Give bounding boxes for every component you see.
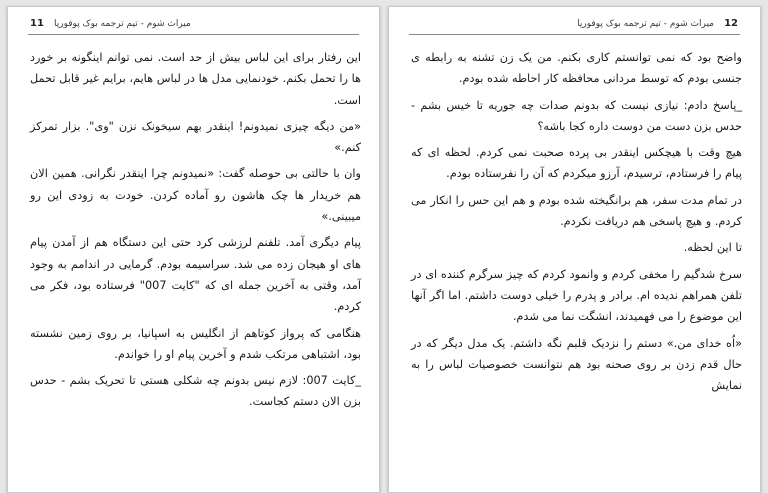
header-divider bbox=[409, 34, 740, 35]
header-divider bbox=[28, 34, 359, 35]
page-header bbox=[409, 18, 740, 34]
page-number: 12 bbox=[724, 18, 738, 29]
left-page bbox=[7, 6, 380, 493]
paragraph: هیچ وقت با هیچکس اینقدر بی پرده صحبت نمی کردم. لحظه ای که پیام را فرستادم، ترسیدم، آرزو میکردم که آن را نفرستاده بودم. bbox=[411, 146, 742, 181]
page-body bbox=[30, 47, 361, 413]
page-number: 11 bbox=[30, 18, 44, 29]
paragraph: تا این لحظه. bbox=[683, 241, 742, 255]
paragraph: «من دیگه چیزی نمیدونم! اینقدر بهم سیخونک نزن "وی". بزار تمرکز کنم.» bbox=[30, 119, 361, 155]
paragraph: این رفتار برای این لباس بیش از حد است. نمی توانم اینگونه بر خورد ها را تحمل بکنم. خودنمایی مدل ها در لباس هایم، برایم غیر قابل تحمل است. bbox=[30, 51, 361, 107]
paragraph: سرخ شدگیم را مخفی کردم و وانمود کردم که چیز سرگرم کننده ای در تلفن همراهم ندیده ام. برادر و پدرم را خیلی دوست داشتم. اما اگر آنها این موضوع را می فهمیدند، انشگت نما می شدم. bbox=[411, 267, 742, 324]
right-page bbox=[388, 6, 761, 493]
paragraph: «اُه خدای من.» دستم را نزدیک قلبم نگه داشتم. یک مدل دیگر که در حال قدم زدن بر روی صحنه بود هم نتوانست خصوصیات لباس را به نمایش bbox=[411, 336, 742, 393]
paragraph: وان با حالتی بی حوصله گفت: «نمیدونم چرا اینقدر نگرانی. همین الان هم خریدار ها چک هاشون رو آماده کردن. خودت به زودی این رو میبینی.» bbox=[30, 167, 361, 224]
header-title: میراث شوم - تیم ترجمه بوک پوفورپا bbox=[577, 19, 714, 29]
page-header bbox=[28, 18, 359, 34]
header-title: میراث شوم - تیم ترجمه بوک پوفورپا bbox=[54, 19, 191, 29]
paragraph: در تمام مدت سفر، هم برانگیخته شده بودم و هم این حس را انکار می کردم. و هیچ پاسخی هم دریافت نکردم. bbox=[411, 193, 742, 229]
paragraph: پیام دیگری آمد. تلفنم لرزشی کرد حتی این دستگاه هم از آمدن پیام های او هیجان زده می شد. سراسیمه بودم. گرمایی در اندامم به وجود آمد، وقتی به آخرین جمله ای که "کایت 007" فرستاده بود، فکر می کردم. bbox=[30, 236, 361, 314]
paragraph: _کایت 007: لازم نیس بدونم چه شکلی هستی تا تحریک بشم - حدس بزن الان دستم کجاست. bbox=[30, 374, 362, 409]
paragraph: هنگامی که پرواز کوتاهم از انگلیس به اسپانیا، بر روی زمین نشسته بود، اشتباهی مرتکب شدم و آخرین پیام او را خواندم. bbox=[30, 326, 361, 361]
paragraph: _پاسخ دادم: نیازی نیست که بدونم صدات چه جوریه تا خیس بشم - حدس بزن دست من دوست داره کجا باشه؟ bbox=[411, 98, 742, 133]
paragraph: واضح بود که نمی توانستم کاری بکنم. من یک زن تشنه به رابطه ی جنسی بودم که توسط مردانی محافظه کار احاطه شده بودم. bbox=[411, 51, 742, 86]
page-body bbox=[411, 47, 742, 396]
